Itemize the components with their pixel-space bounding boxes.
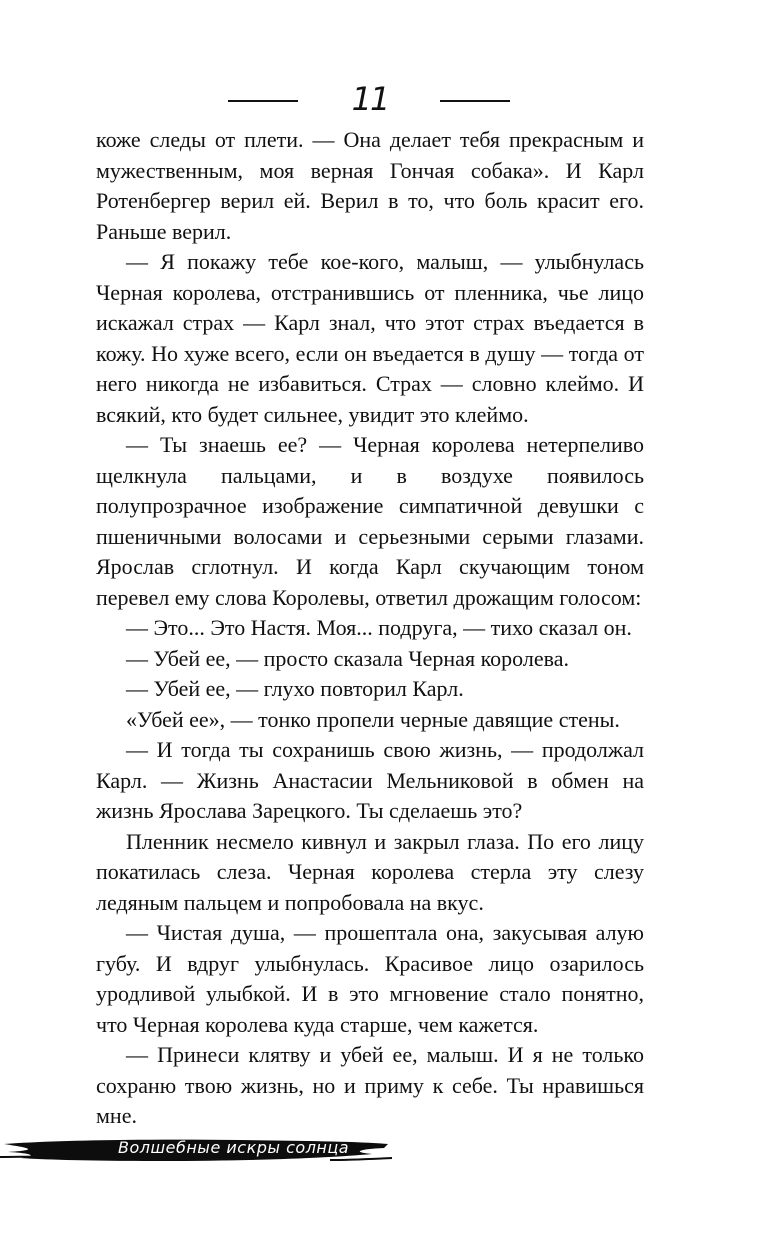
- page-header: [0, 78, 768, 118]
- text-body: [96, 125, 644, 1132]
- paragraph: — Ты знаешь ее? — Черная королева нетерпеливо щелкнула пальцами, и в воздухе появилось полупрозрачное изображение симпатичной девушки с пшеничными волосами и серьезными серыми глазами. Ярослав сглотнул. И когда Карл скучающим тоном перевел ему слова Королевы, ответил дрожащим голосом:: [96, 432, 644, 610]
- header-rule-left: [228, 100, 298, 102]
- header-rule-right: [440, 100, 510, 102]
- paragraph: коже следы от плети. — Она делает тебя прекрасным и мужественным, моя верная Гончая собака». И Карл Ротенбергер верил ей. Верил в то, что боль красит его. Раньше верил.: [96, 127, 644, 244]
- paragraph: — Убей ее, — просто сказала Черная королева.: [126, 645, 569, 671]
- book-title: Волшебные искры солнца: [118, 1138, 350, 1157]
- paragraph: Пленник несмело кивнул и закрыл глаза. По его лицу покатилась слеза. Черная королева стерла эту слезу ледяным пальцем и попробовала на вкус.: [96, 828, 644, 915]
- paragraph: — Это... Это Настя. Моя... подруга, — тихо сказал он.: [126, 615, 632, 640]
- paragraph: — И тогда ты сохранишь свою жизнь, — продолжал Карл. — Жизнь Анастасии Мельниковой в обмен на жизнь Ярослава Зарецкого. Ты сделаешь это?: [96, 737, 644, 823]
- paragraph: — Чистая душа, — прошептала она, закусывая алую губу. И вдруг улыбнулась. Красивое лицо озарилось уродливой улыбкой. И в это мгновение стало понятно, что Черная королева куда старше, чем кажется.: [96, 920, 644, 1037]
- page-number: 11: [351, 80, 389, 118]
- paragraph: «Убей ее», — тонко пропели черные давящие стены.: [126, 706, 620, 732]
- paragraph: — Убей ее, — глухо повторил Карл.: [126, 676, 464, 701]
- footer-banner: [0, 1130, 400, 1170]
- paragraph: — Принеси клятву и убей ее, малыш. И я не только сохраню твою жизнь, но и приму к себе. Ты нравишься мне.: [96, 1042, 644, 1128]
- paragraph: — Я покажу тебе кое-кого, малыш, — улыбнулась Черная королева, отстранившись от пленника, чье лицо искажал страх — Карл знал, что этот страх въедается в кожу. Но хуже всего, если он въедается в душу — тогда от него никогда не избавиться. Страх — словно клеймо. И всякий, кто будет сильнее, увидит это клеймо.: [96, 249, 644, 427]
